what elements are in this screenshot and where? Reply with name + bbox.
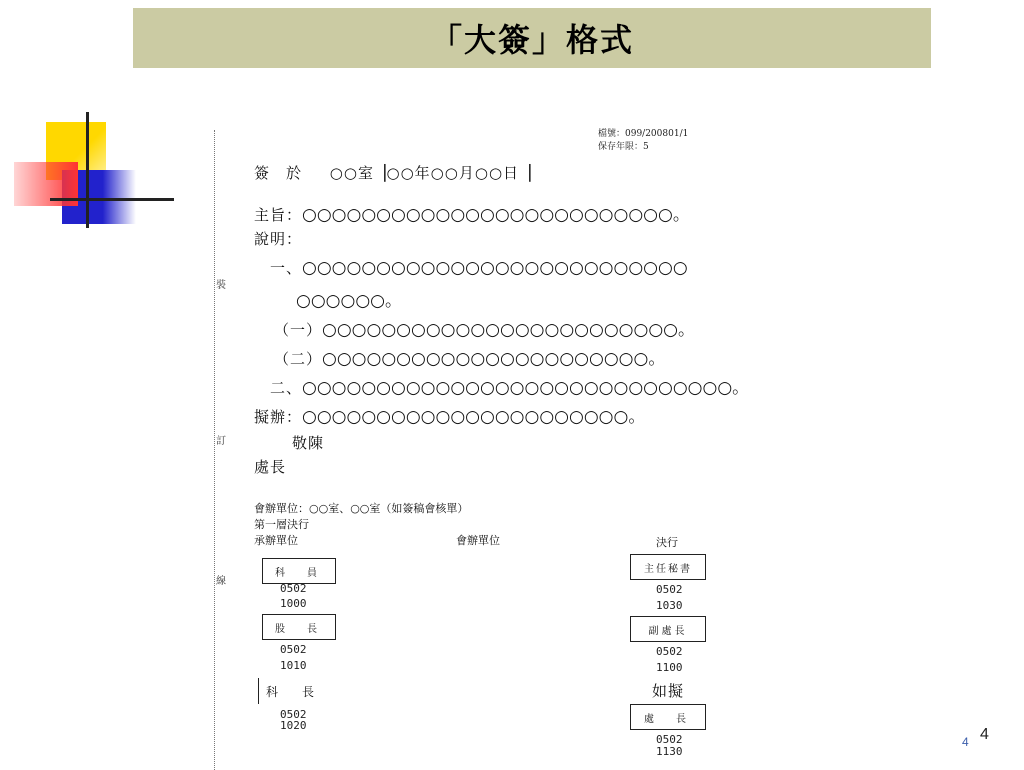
retention-period: 保存年限：5 (598, 142, 649, 152)
sign-label: 簽 於 (254, 164, 303, 182)
file-number: 檔號：099/200801/1 (598, 129, 689, 139)
stamp-deputy-director-time: 1100 (656, 661, 683, 674)
stamp-clerk-time: 1000 (280, 597, 307, 610)
sub1-text: ○○○○○○○○○○○○○○○○○○○○○○○○。 (322, 320, 696, 340)
sign-date: ○○室▕○○年○○月○○日▕ (329, 164, 532, 182)
item1-label: 一、 (270, 259, 303, 277)
item1-text: ○○○○○○○○○○○○○○○○○○○○○○○○○○ (302, 258, 688, 278)
stamp-chief-secretary-code: 0502 (656, 583, 683, 596)
approve-text: 如擬 (652, 682, 685, 700)
subject-label: 主旨： (254, 206, 303, 224)
subject-text: ○○○○○○○○○○○○○○○○○○○○○○○○○。 (302, 205, 690, 225)
sub2-line (274, 344, 665, 369)
binding-line (214, 130, 215, 770)
proposal-label: 擬辦： (254, 408, 303, 426)
stamp-section-chief: 股 長 (262, 614, 336, 640)
stamp-division-chief: 科 長 (258, 678, 327, 704)
page-number-large: 4 (980, 726, 989, 743)
item2-text: ○○○○○○○○○○○○○○○○○○○○○○○○○○○○○。 (302, 378, 750, 398)
stamp-director-time: 1130 (656, 745, 683, 758)
sub1-label: （一） (274, 321, 323, 339)
column-cosign-unit: 會辦單位 (456, 534, 500, 547)
stamp-section-chief-time: 1010 (280, 659, 307, 672)
sub2-text: ○○○○○○○○○○○○○○○○○○○○○○。 (322, 349, 666, 369)
decor-horizontal-line (50, 198, 174, 201)
document-meta (598, 128, 688, 154)
subject-line (254, 200, 690, 225)
sub2-label: （二） (274, 350, 323, 368)
proposal-line (254, 402, 645, 427)
binding-char-1: 裝 (216, 280, 226, 291)
stamp-clerk: 科 員 (262, 558, 336, 584)
stamp-division-chief-time: 1020 (280, 719, 307, 732)
stamp-director-code: 0502 (656, 733, 683, 746)
decision-level: 第一層決行 (254, 518, 309, 531)
respectfully-text: 敬陳 (292, 434, 325, 452)
stamp-clerk-code: 0502 (280, 582, 307, 595)
column-handling-unit: 承辦單位 (254, 534, 298, 547)
addressee-text: 處長 (254, 458, 287, 476)
sub1-line (274, 315, 695, 340)
binding-char-2: 訂 (216, 436, 226, 447)
title-bar (133, 8, 931, 68)
sign-line (254, 162, 532, 183)
stamp-section-chief-code: 0502 (280, 643, 307, 656)
item1-continuation: ○○○○○○。 (296, 291, 403, 311)
stamp-chief-secretary-time: 1030 (656, 599, 683, 612)
slide-title: 「大簽」格式 (429, 21, 634, 59)
co-sign-units: 會辦單位：○○室、○○室（如簽稿會核單） (254, 502, 469, 515)
stamp-chief-secretary: 主任秘書 (630, 554, 706, 580)
stamp-deputy-director-code: 0502 (656, 645, 683, 658)
page-number-small: 4 (962, 735, 969, 749)
proposal-text: ○○○○○○○○○○○○○○○○○○○○○○。 (302, 407, 646, 427)
document-scan (200, 120, 980, 768)
explain-label: 說明： (254, 230, 303, 248)
stamp-division-chief-code: 0502 (280, 708, 307, 721)
stamp-deputy-director: 副處長 (630, 616, 706, 642)
binding-char-3: 線 (216, 576, 226, 587)
decor-vertical-line (86, 112, 89, 228)
item2-line (270, 373, 749, 398)
item1-line (270, 257, 688, 278)
stamp-director: 處 長 (630, 704, 706, 730)
column-decision: 決行 (656, 536, 678, 549)
item2-label: 二、 (270, 379, 303, 397)
